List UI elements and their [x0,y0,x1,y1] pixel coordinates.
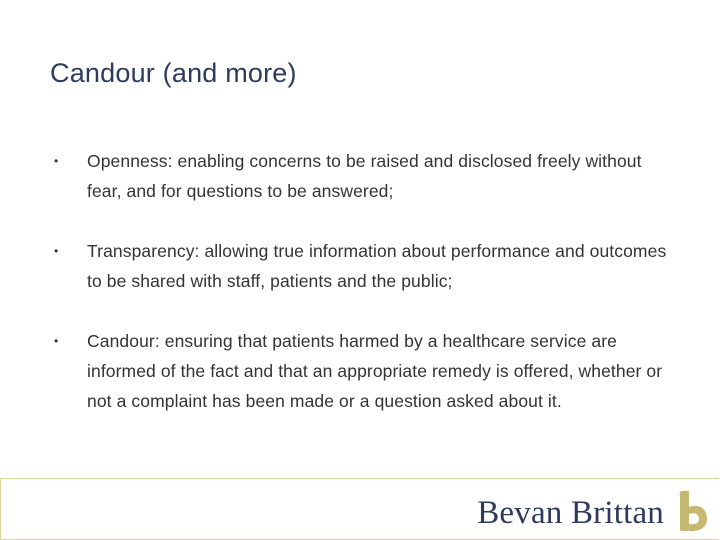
bullet-text: Candour: ensuring that patients harmed by a healthcare service are informed of the fact and that an appropriate remedy is offered, whether or not a complaint has been made or a question asked about it. [87,331,663,411]
bullet-item-candour [0,326,677,416]
brand-logo [477,485,708,533]
bullet-text: Openness: enabling concerns to be raised and disclosed freely without fear, and for questions to be answered; [87,151,642,201]
bullet-text: Transparency: allowing true information about performance and outcomes to be shared with staff, patients and the public; [87,241,667,291]
bullet-marker: • [54,154,59,168]
bevan-brittan-b-logo-icon [678,489,708,533]
bullet-item-transparency [0,236,677,296]
bullet-item-openness [0,146,677,206]
bullet-marker: • [54,244,59,258]
bullet-list [0,146,720,446]
slide-title: Candour (and more) [50,58,297,88]
brand-name: Bevan Brittan [477,495,664,531]
bullet-marker: • [54,334,59,348]
